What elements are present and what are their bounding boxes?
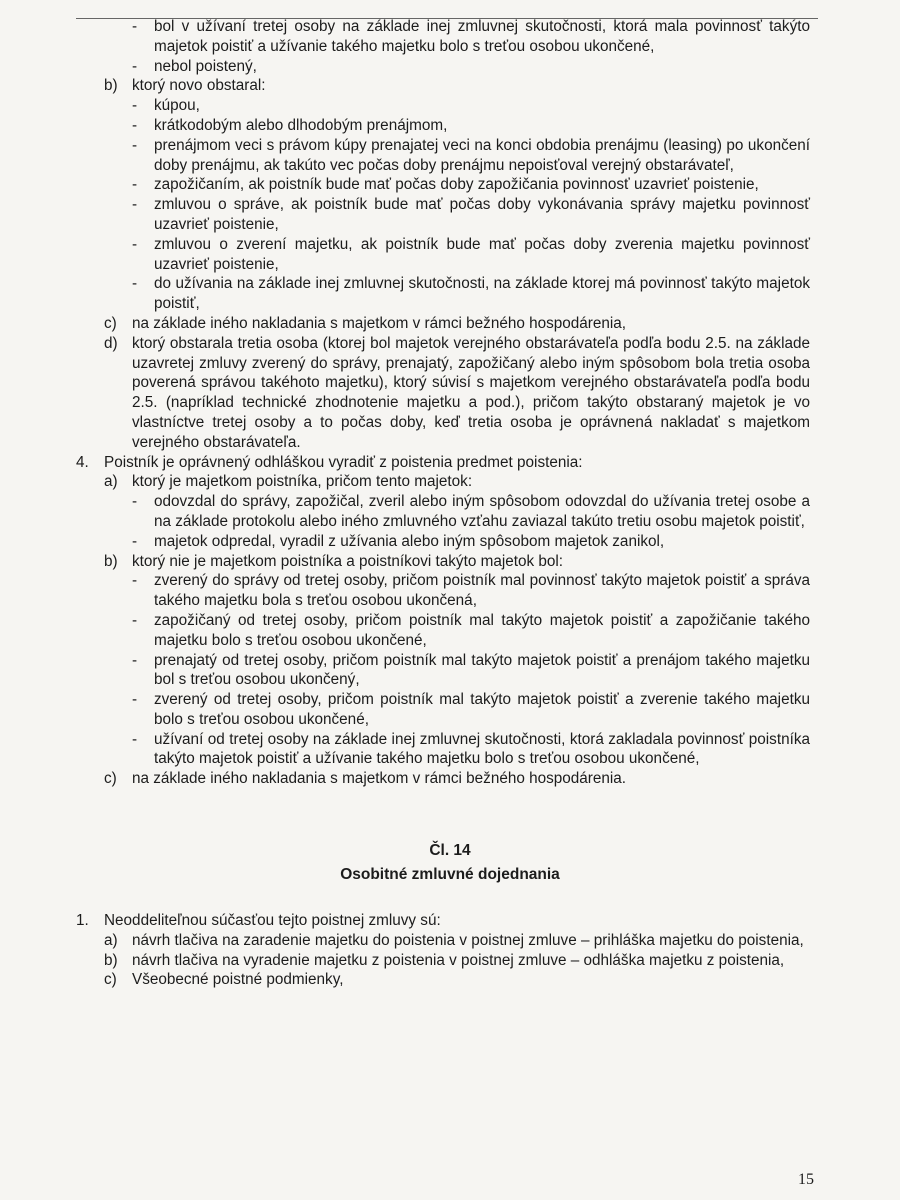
list-item: [0, 911, 810, 931]
list-item: [0, 690, 810, 730]
list-item: [0, 334, 810, 453]
list-item: [0, 951, 810, 971]
list-marker: -: [132, 275, 138, 293]
list-marker: -: [132, 235, 138, 253]
list-marker: b): [104, 552, 118, 570]
list-item: [0, 274, 810, 314]
list-marker: a): [104, 931, 118, 949]
list-text: prenajatý od tretej osoby, pričom poistník mal takýto majetok poistiť a prenájom takého majetku bol s treťou osobou ukončený,: [154, 651, 810, 689]
list-marker: -: [132, 532, 138, 550]
list-text: zmluvou o zverení majetku, ak poistník bude mať počas doby zverenia majetku povinnosť uzavrieť poistenie,: [154, 235, 810, 273]
list-text: Všeobecné poistné podmienky,: [132, 971, 344, 989]
list-text: krátkodobým alebo dlhodobým prenájmom,: [154, 116, 448, 134]
list-text: kúpou,: [154, 97, 200, 115]
list-marker: -: [132, 176, 138, 194]
list-item: [0, 970, 810, 990]
article-number: Čl. 14: [429, 842, 471, 860]
list-text: návrh tlačiva na vyradenie majetku z poistenia v poistnej zmluve – odhláška majetku z poistenia,: [132, 951, 785, 969]
list-marker: c): [104, 971, 117, 989]
document-page: [0, 17, 900, 990]
list-text: nebol poistený,: [154, 57, 257, 75]
list-text: ktorý nie je majetkom poistníka a poistníkovi takýto majetok bol:: [132, 552, 564, 570]
list-marker: b): [104, 951, 118, 969]
list-marker: -: [132, 572, 138, 590]
list-marker: -: [132, 116, 138, 134]
list-marker: -: [132, 730, 138, 748]
list-item: [0, 235, 810, 275]
list-item: [0, 769, 810, 789]
list-marker: -: [132, 651, 138, 669]
list-item: [0, 17, 810, 57]
list-marker: -: [132, 691, 138, 709]
list-text: na základe iného nakladania s majetkom v rámci bežného hospodárenia,: [132, 314, 627, 332]
list-text: do užívania na základe inej zmluvnej skutočnosti, na základe ktorej má povinnosť takýto majetok poistiť,: [154, 275, 810, 313]
list-item: [0, 730, 810, 770]
list-item: [0, 552, 810, 572]
list-marker: -: [132, 196, 138, 214]
list-text: prenájmom veci s právom kúpy prenajatej veci na konci obdobia prenájmu (leasing) po ukončení doby prenájmu, ak takúto vec počas doby prenájmu nepoisťoval verejný obstarávateľ,: [154, 136, 810, 174]
list-item: [0, 136, 810, 176]
list-text: užívaní od tretej osoby na základe inej zmluvnej skutočnosti, ktorá zakladala povinnosť poistníka takýto majetok poistiť a užívanie takého majetku bolo s treťou osobou ukončené,: [154, 730, 810, 768]
list-text: zverený do správy od tretej osoby, pričom poistník mal povinnosť takýto majetok poistiť a správa takého majetku bola s treťou osobou ukončená,: [154, 572, 810, 610]
list-item: [0, 611, 810, 651]
list-text: bol v užívaní tretej osoby na základe inej zmluvnej skutočnosti, ktorá mala povinnosť takýto majetok poistiť a užívanie takého majetku bolo s treťou osobou ukončené,: [154, 18, 810, 55]
list-item: [0, 57, 810, 77]
list-text: zapožičaný od tretej osoby, pričom poistník mal takýto majetok poistiť a zapožičanie takého majetku bolo s treťou osobou ukončené,: [154, 611, 810, 649]
list-marker: a): [104, 473, 118, 491]
list-item: [0, 532, 810, 552]
list-part-b: [0, 911, 900, 990]
list-text: Neoddeliteľnou súčasťou tejto poistnej zmluvy sú:: [104, 912, 441, 930]
list-item: [0, 76, 810, 96]
page-number: 15: [798, 1171, 814, 1188]
list-item: [0, 571, 810, 611]
list-text: odovzdal do správy, zapožičal, zveril alebo iným spôsobom odovzdal do užívania tretej osobe a na základe protokolu alebo iného zmluvného vzťahu zaviazal takúto tretiu osobu majetok poistiť,: [154, 493, 810, 530]
list-text: zmluvou o správe, ak poistník bude mať počas doby vykonávania správy majetku povinnosť uzavrieť poistenie,: [154, 196, 810, 233]
list-marker: d): [104, 334, 118, 352]
list-item: [0, 314, 810, 334]
list-item: [0, 195, 810, 235]
list-marker: -: [132, 493, 138, 511]
list-item: [0, 492, 810, 532]
list-marker: -: [132, 57, 138, 75]
list-item: [0, 96, 810, 116]
list-marker: b): [104, 77, 118, 95]
list-marker: c): [104, 314, 117, 332]
list-item: [0, 453, 810, 473]
list-text: Poistník je oprávnený odhláškou vyradiť z poistenia predmet poistenia:: [104, 453, 583, 471]
list-item: [0, 116, 810, 136]
list-item: [0, 651, 810, 691]
list-text: ktorý je majetkom poistníka, pričom tento majetok:: [132, 473, 473, 491]
list-marker: c): [104, 770, 117, 788]
list-item: [0, 175, 810, 195]
list-marker: 1.: [76, 912, 89, 930]
article-title: Osobitné zmluvné dojednania: [340, 866, 560, 884]
list-marker: -: [132, 136, 138, 154]
list-text: zverený od tretej osoby, pričom poistník mal takýto majetok poistiť a zverenie takého majetku bolo s treťou osobou ukončené,: [154, 691, 810, 728]
list-text: návrh tlačiva na zaradenie majetku do poistenia v poistnej zmluve – prihláška majetku do poistenia,: [132, 931, 804, 949]
list-text: ktorý novo obstaral:: [132, 77, 266, 95]
list-marker: 4.: [76, 453, 89, 471]
list-text: na základe iného nakladania s majetkom v rámci bežného hospodárenia.: [132, 770, 627, 788]
list-text: zapožičaním, ak poistník bude mať počas doby zapožičania povinnosť uzavrieť poistenie,: [154, 176, 759, 194]
list-part-a: [0, 17, 900, 789]
list-text: ktorý obstarala tretia osoba (ktorej bol majetok verejného obstarávateľa podľa bodu 2.5. na základe uzavretej zmluvy zverený do správy, prenajatý, zapožičaný alebo iným spôsobom bola tretia osoba poverená správou takéhoto majetku), ktorý súvisí s majetkom verejného obstarávateľa podľa bodu 2.5. (napríklad technické zhodnotenie majetku a pod.), pričom takýto obstaraný majetok je vo vlastníctve tretej osoby a to počas doby, keď tretia osoba je oprávnená nakladať s majetkom verejného obstarávateľa.: [132, 334, 810, 451]
list-text: majetok odpredal, vyradil z užívania alebo iným spôsobom majetok zanikol,: [154, 532, 665, 550]
list-item: [0, 472, 810, 492]
list-marker: -: [132, 97, 138, 115]
list-marker: -: [132, 18, 138, 35]
list-marker: -: [132, 611, 138, 629]
list-item: [0, 931, 810, 951]
